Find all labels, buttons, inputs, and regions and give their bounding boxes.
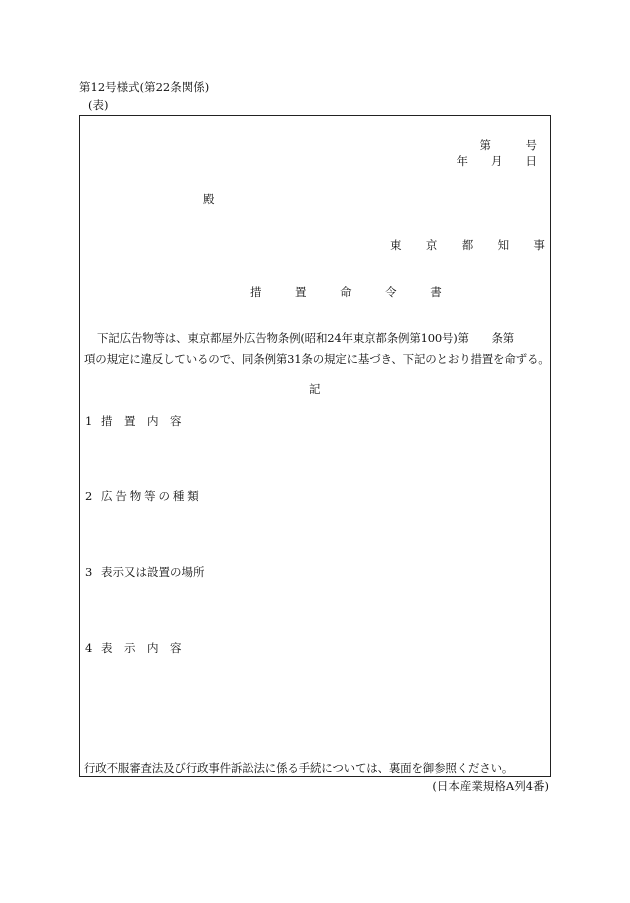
item-2-label: 広告物等の種類 [101,489,202,503]
item-3-number: 3 [85,565,93,579]
document-number-label: 第 号 [479,138,537,152]
issuer-name: 東 京 都 知 事 [390,238,556,252]
appeal-notice: 行政不服審査法及び行政事件訴訟法に係る手続については、裏面を御参照ください。 [84,761,514,775]
form-frame [79,115,551,777]
side-label: (表) [88,98,109,112]
item-4-number: 4 [85,641,93,655]
notice-body [84,328,550,370]
notice-body-line-1: 下記広告物等は、東京都屋外広告物条例(昭和24年東京都条例第100号)第 条第 [97,331,515,345]
item-3-label: 表示又は設置の場所 [101,565,205,579]
paper-standard-note: (日本産業規格A列4番) [432,779,549,793]
form-number: 第12号様式(第22条関係) [79,80,210,94]
item-2-number: 2 [85,489,93,503]
date-label: 年 月 日 [456,154,537,168]
item-1-label: 措 置 内 容 [101,414,182,428]
document-title: 措 置 命 令 書 [250,285,457,299]
item-4-label: 表 示 内 容 [101,641,182,655]
ki-label: 記 [309,382,321,396]
item-1-number: 1 [85,414,93,428]
notice-body-line-2: 項の規定に違反しているので、同条例第31条の規定に基づき、下記のとおり措置を命ずる。 [84,352,550,366]
addressee-suffix: 殿 [203,192,215,206]
